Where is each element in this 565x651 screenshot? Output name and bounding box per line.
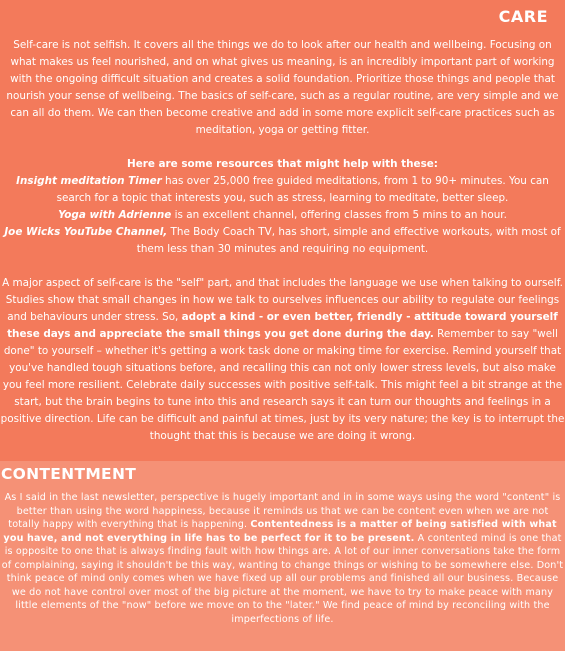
contentment-section [0, 461, 565, 651]
resource-name: Yoga with Adrienne [58, 209, 172, 221]
resource-description: is an excellent channel, offering classes from 5 mins to an hour. [171, 209, 507, 221]
self-talk-text: A major aspect of self-care is the "self" part, and that includes the language we use when talking to ourself. Studies show that small changes in how we talk to ourselves influences our ability to regulate our feelings and behaviours under stress. So, [2, 277, 563, 323]
care-title: CARE [498, 7, 548, 26]
resource-item [0, 224, 565, 258]
care-body [0, 37, 565, 445]
self-talk-paragraph [0, 275, 565, 445]
care-intro-paragraph: Self-care is not selfish. It covers all the things we do to look after our health and wellbeing. Focusing on what makes us feel nourished, and on what gives us meaning, is an incredibly important part of working with the ongoing difficult situation and creates a solid foundation. Prioritize those things and people that nourish your sense of wellbeing. The basics of self-care, such as a regular routine, are very simple and we can all do them. We can then become creative and add in some more explicit self-care practices such as meditation, yoga or getting fitter. [6, 39, 559, 136]
contentment-title: CONTENTMENT [1, 465, 137, 483]
contentment-paragraph [0, 491, 565, 626]
contentment-body [0, 491, 565, 626]
resource-item [0, 207, 565, 224]
resource-name: Joe Wicks YouTube Channel, [4, 226, 168, 238]
contentment-text: As I said in the last newsletter, perspective is hugely important and in in some ways using the word "content" is better than using the word happiness, because it reminds us that we can be content even when we are not totally happy with everything that is happening. [4, 492, 561, 530]
self-talk-emphasis: adopt a kind - or even better, friendly - attitude toward yourself these days and appreciate the small things you get done during the day. [7, 311, 558, 340]
resource-description: has over 25,000 free guided meditations, from 1 to 90+ minutes. You can search for a topic that interests you, such as stress, learning to meditate, better sleep. [56, 175, 549, 204]
self-talk-text-continued: Remember to say "well done" to yourself – whether it's getting a work task done or making time for exercise. Remind yourself that you've handled tough situations before, and recalling this can not only lower stress levels, but also make you feel more resilient. Celebrate daily successes with positive self-talk. This might feel a bit strange at the start, but the brain begins to tune into this and research says it can turn our thoughts and feelings in a positive direction. Life can be difficult and painful at times, just by its very nature; the key is to interrupt the thought that this is because we are doing it wrong. [0, 328, 565, 442]
contentment-emphasis: Contentedness is a matter of being satisfied with what you have, and not everything in life has to be perfect for it to be present. [3, 519, 557, 544]
resource-description: The Body Coach TV, has short, simple and effective workouts, with most of them less than 30 minutes and requiring no equipment. [136, 226, 561, 255]
resources-heading: Here are some resources that might help with these: [127, 158, 438, 170]
contentment-text-continued: A contented mind is one that is opposite to one that is always finding fault with how things are. A lot of our inner conversations take the form of complaining, saying it shouldn't be this way, wanting to change things or wishing to be somewhere else. Don't think peace of mind only comes when we have fixed up all our problems and finished all our business. Because we do not have control over most of the big picture at the moment, we have to try to make peace with many little elements of the "now" before we move on to the "later." We find peace of mind by reconciling with the imperfections of life. [1, 532, 564, 625]
resource-item [0, 173, 565, 207]
resource-name: Insight meditation Timer [16, 175, 162, 187]
